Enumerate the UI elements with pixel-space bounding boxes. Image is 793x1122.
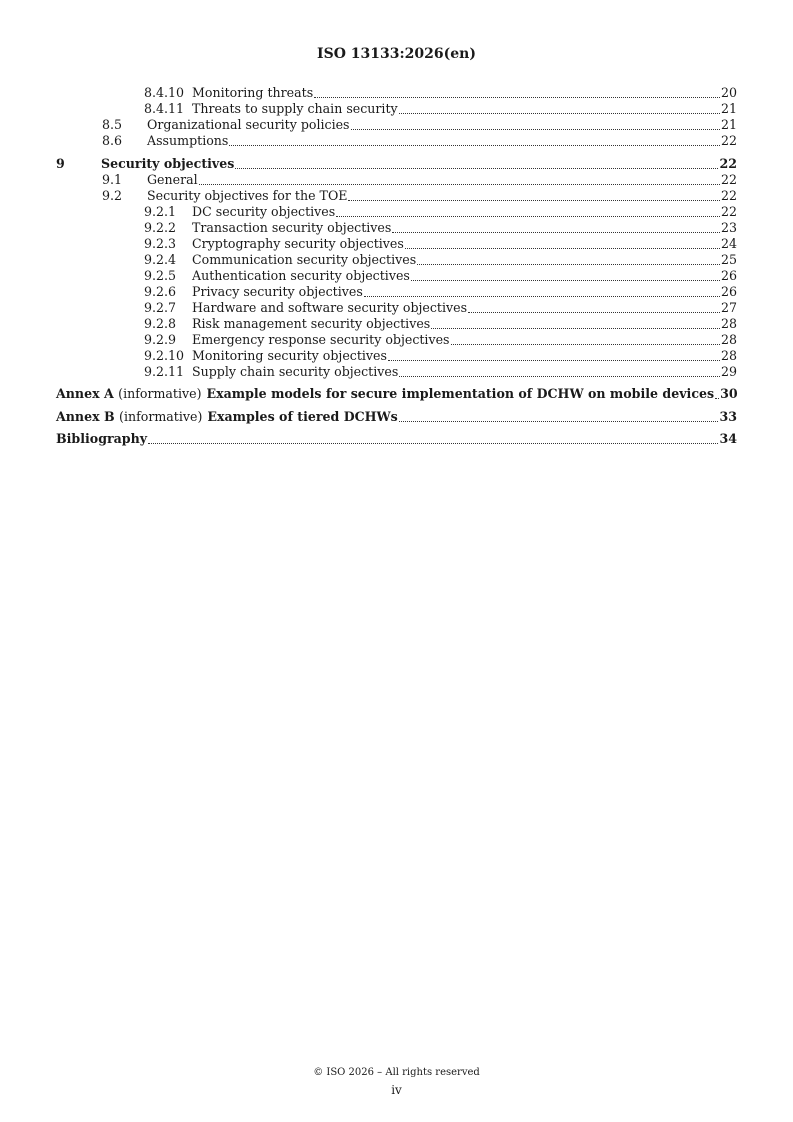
toc-entry-number: 8.5 <box>102 117 123 132</box>
toc-entry-number: 8.4.11 <box>144 101 185 116</box>
toc-entry-page: 25 <box>720 251 737 267</box>
toc-entry-number: 9.2.1 <box>144 203 177 219</box>
toc-entry[interactable] <box>56 364 737 380</box>
toc-entry-title: Organizational security policies <box>147 117 350 132</box>
toc-entry-page: 27 <box>720 299 737 315</box>
toc-entry-title: Hardware and software security objectives <box>192 299 468 315</box>
toc-entry-annex-b[interactable] <box>56 409 737 425</box>
toc-entry-number: 9.1 <box>102 171 123 187</box>
dot-leader <box>364 296 720 297</box>
toc-entry-page: 28 <box>720 347 737 363</box>
toc-entry-clause[interactable] <box>56 156 737 172</box>
toc-entry-page: 22 <box>720 187 737 203</box>
toc-entry-page: 22 <box>720 171 737 187</box>
toc-entry-page: 21 <box>720 117 737 132</box>
toc-entry-title: Monitoring security objectives <box>192 347 387 363</box>
toc-entry[interactable] <box>56 85 737 101</box>
toc-entry[interactable] <box>56 332 737 348</box>
toc-entry-title: Privacy security objectives <box>192 283 363 299</box>
toc-entry[interactable] <box>56 300 737 316</box>
toc-entry-number: 9.2.11 <box>144 363 185 379</box>
toc-entry-number: 9.2.3 <box>144 235 177 251</box>
toc-entry-page: 26 <box>720 267 737 283</box>
toc-entry[interactable] <box>56 284 737 300</box>
dot-leader <box>399 376 720 377</box>
dot-leader <box>199 184 720 185</box>
toc-entry-number: 9.2.4 <box>144 251 177 267</box>
dot-leader <box>405 248 720 249</box>
toc-entry-page: 26 <box>720 283 737 299</box>
toc-entry-page: 28 <box>720 331 737 347</box>
toc-entry-title: Risk management security objectives <box>192 315 431 331</box>
toc-entry-page: 22 <box>720 203 737 219</box>
dot-leader <box>314 97 720 98</box>
toc-entry-number: 8.4.10 <box>144 85 185 100</box>
dot-leader <box>229 145 720 146</box>
toc-entry-page: 22 <box>720 133 737 148</box>
dot-leader <box>715 398 719 399</box>
toc-entry[interactable] <box>56 316 737 332</box>
dot-leader <box>451 344 720 345</box>
annex-label: Annex A (informative) <box>56 386 202 401</box>
toc-entry[interactable] <box>56 117 737 133</box>
toc-entry[interactable] <box>56 172 737 188</box>
toc-entry-number: 9.2 <box>102 187 123 203</box>
page-footer <box>0 1066 793 1097</box>
annex-label: Annex B (informative) <box>56 408 203 424</box>
toc-entry-bibliography[interactable] <box>56 431 737 447</box>
dot-leader <box>148 443 718 444</box>
toc-entry-number: 9.2.7 <box>144 299 177 315</box>
toc-entry[interactable] <box>56 188 737 204</box>
dot-leader <box>336 216 720 217</box>
toc-entry-title: Assumptions <box>147 133 229 148</box>
toc-entry-title: Transaction security objectives <box>192 219 392 235</box>
annex-page: 30 <box>720 386 738 401</box>
toc-entry-annex-a[interactable] <box>56 386 737 402</box>
toc-entry-title: Security objectives <box>101 155 235 171</box>
toc-entry-title: Threats to supply chain security <box>192 101 398 116</box>
toc-entry-page: 28 <box>720 315 737 331</box>
toc-entry-number: 9.2.5 <box>144 267 177 283</box>
copyright-notice: © ISO 2026 – All rights reserved <box>313 1067 480 1078</box>
dot-leader <box>392 232 720 233</box>
toc-entry-title: Authentication security objectives <box>192 267 410 283</box>
table-of-contents <box>56 85 737 447</box>
toc-entry-title: DC security objectives <box>192 203 336 219</box>
toc-entry[interactable] <box>56 204 737 220</box>
dot-leader <box>411 280 720 281</box>
dot-leader <box>468 312 720 313</box>
annex-page: 33 <box>719 408 737 424</box>
toc-entry-title: Emergency response security objectives <box>192 331 450 347</box>
document-header: ISO 13133:2026(en) <box>317 46 476 62</box>
bibliography-title: Bibliography <box>56 431 148 446</box>
toc-entry-title: Communication security objectives <box>192 251 417 267</box>
bibliography-page: 34 <box>719 431 737 446</box>
dot-leader <box>351 129 720 130</box>
dot-leader <box>399 113 720 114</box>
toc-entry[interactable] <box>56 252 737 268</box>
toc-entry[interactable] <box>56 268 737 284</box>
toc-entry-title: Monitoring threats <box>192 85 314 100</box>
toc-entry-number: 9.2.8 <box>144 315 177 331</box>
toc-entry[interactable] <box>56 236 737 252</box>
toc-entry-page: 21 <box>720 101 737 116</box>
toc-entry-title: General <box>147 171 198 187</box>
toc-entry-number: 9.2.9 <box>144 331 177 347</box>
dot-leader <box>235 168 718 169</box>
dot-leader <box>431 328 720 329</box>
toc-entry-title: Supply chain security objectives <box>192 363 399 379</box>
dot-leader <box>417 264 720 265</box>
dot-leader <box>399 421 719 422</box>
toc-entry-page: 20 <box>720 85 737 100</box>
toc-entry-title: Security objectives for the TOE <box>147 187 348 203</box>
toc-entry-number: 9 <box>56 155 65 171</box>
toc-entry-page: 24 <box>720 235 737 251</box>
toc-entry[interactable] <box>56 348 737 364</box>
toc-entry-page: 22 <box>719 155 737 171</box>
toc-entry-number: 9.2.6 <box>144 283 177 299</box>
toc-entry-number: 8.6 <box>102 133 123 148</box>
toc-entry[interactable] <box>56 133 737 149</box>
dot-leader <box>348 200 720 201</box>
annex-title: Example models for secure implementation of DCHW on mobile devices <box>206 386 715 401</box>
annex-kind: (informative) <box>118 386 202 401</box>
toc-entry[interactable] <box>56 101 737 117</box>
annex-kind: (informative) <box>119 408 203 424</box>
annex-title: Examples of tiered DCHWs <box>207 408 398 424</box>
toc-entry-number: 9.2.10 <box>144 347 185 363</box>
toc-entry[interactable] <box>56 220 737 236</box>
page-number: iv <box>391 1083 402 1097</box>
toc-entry-title: Cryptography security objectives <box>192 235 404 251</box>
toc-entry-page: 29 <box>720 363 737 379</box>
dot-leader <box>388 360 720 361</box>
toc-entry-number: 9.2.2 <box>144 219 177 235</box>
toc-entry-page: 23 <box>720 219 737 235</box>
